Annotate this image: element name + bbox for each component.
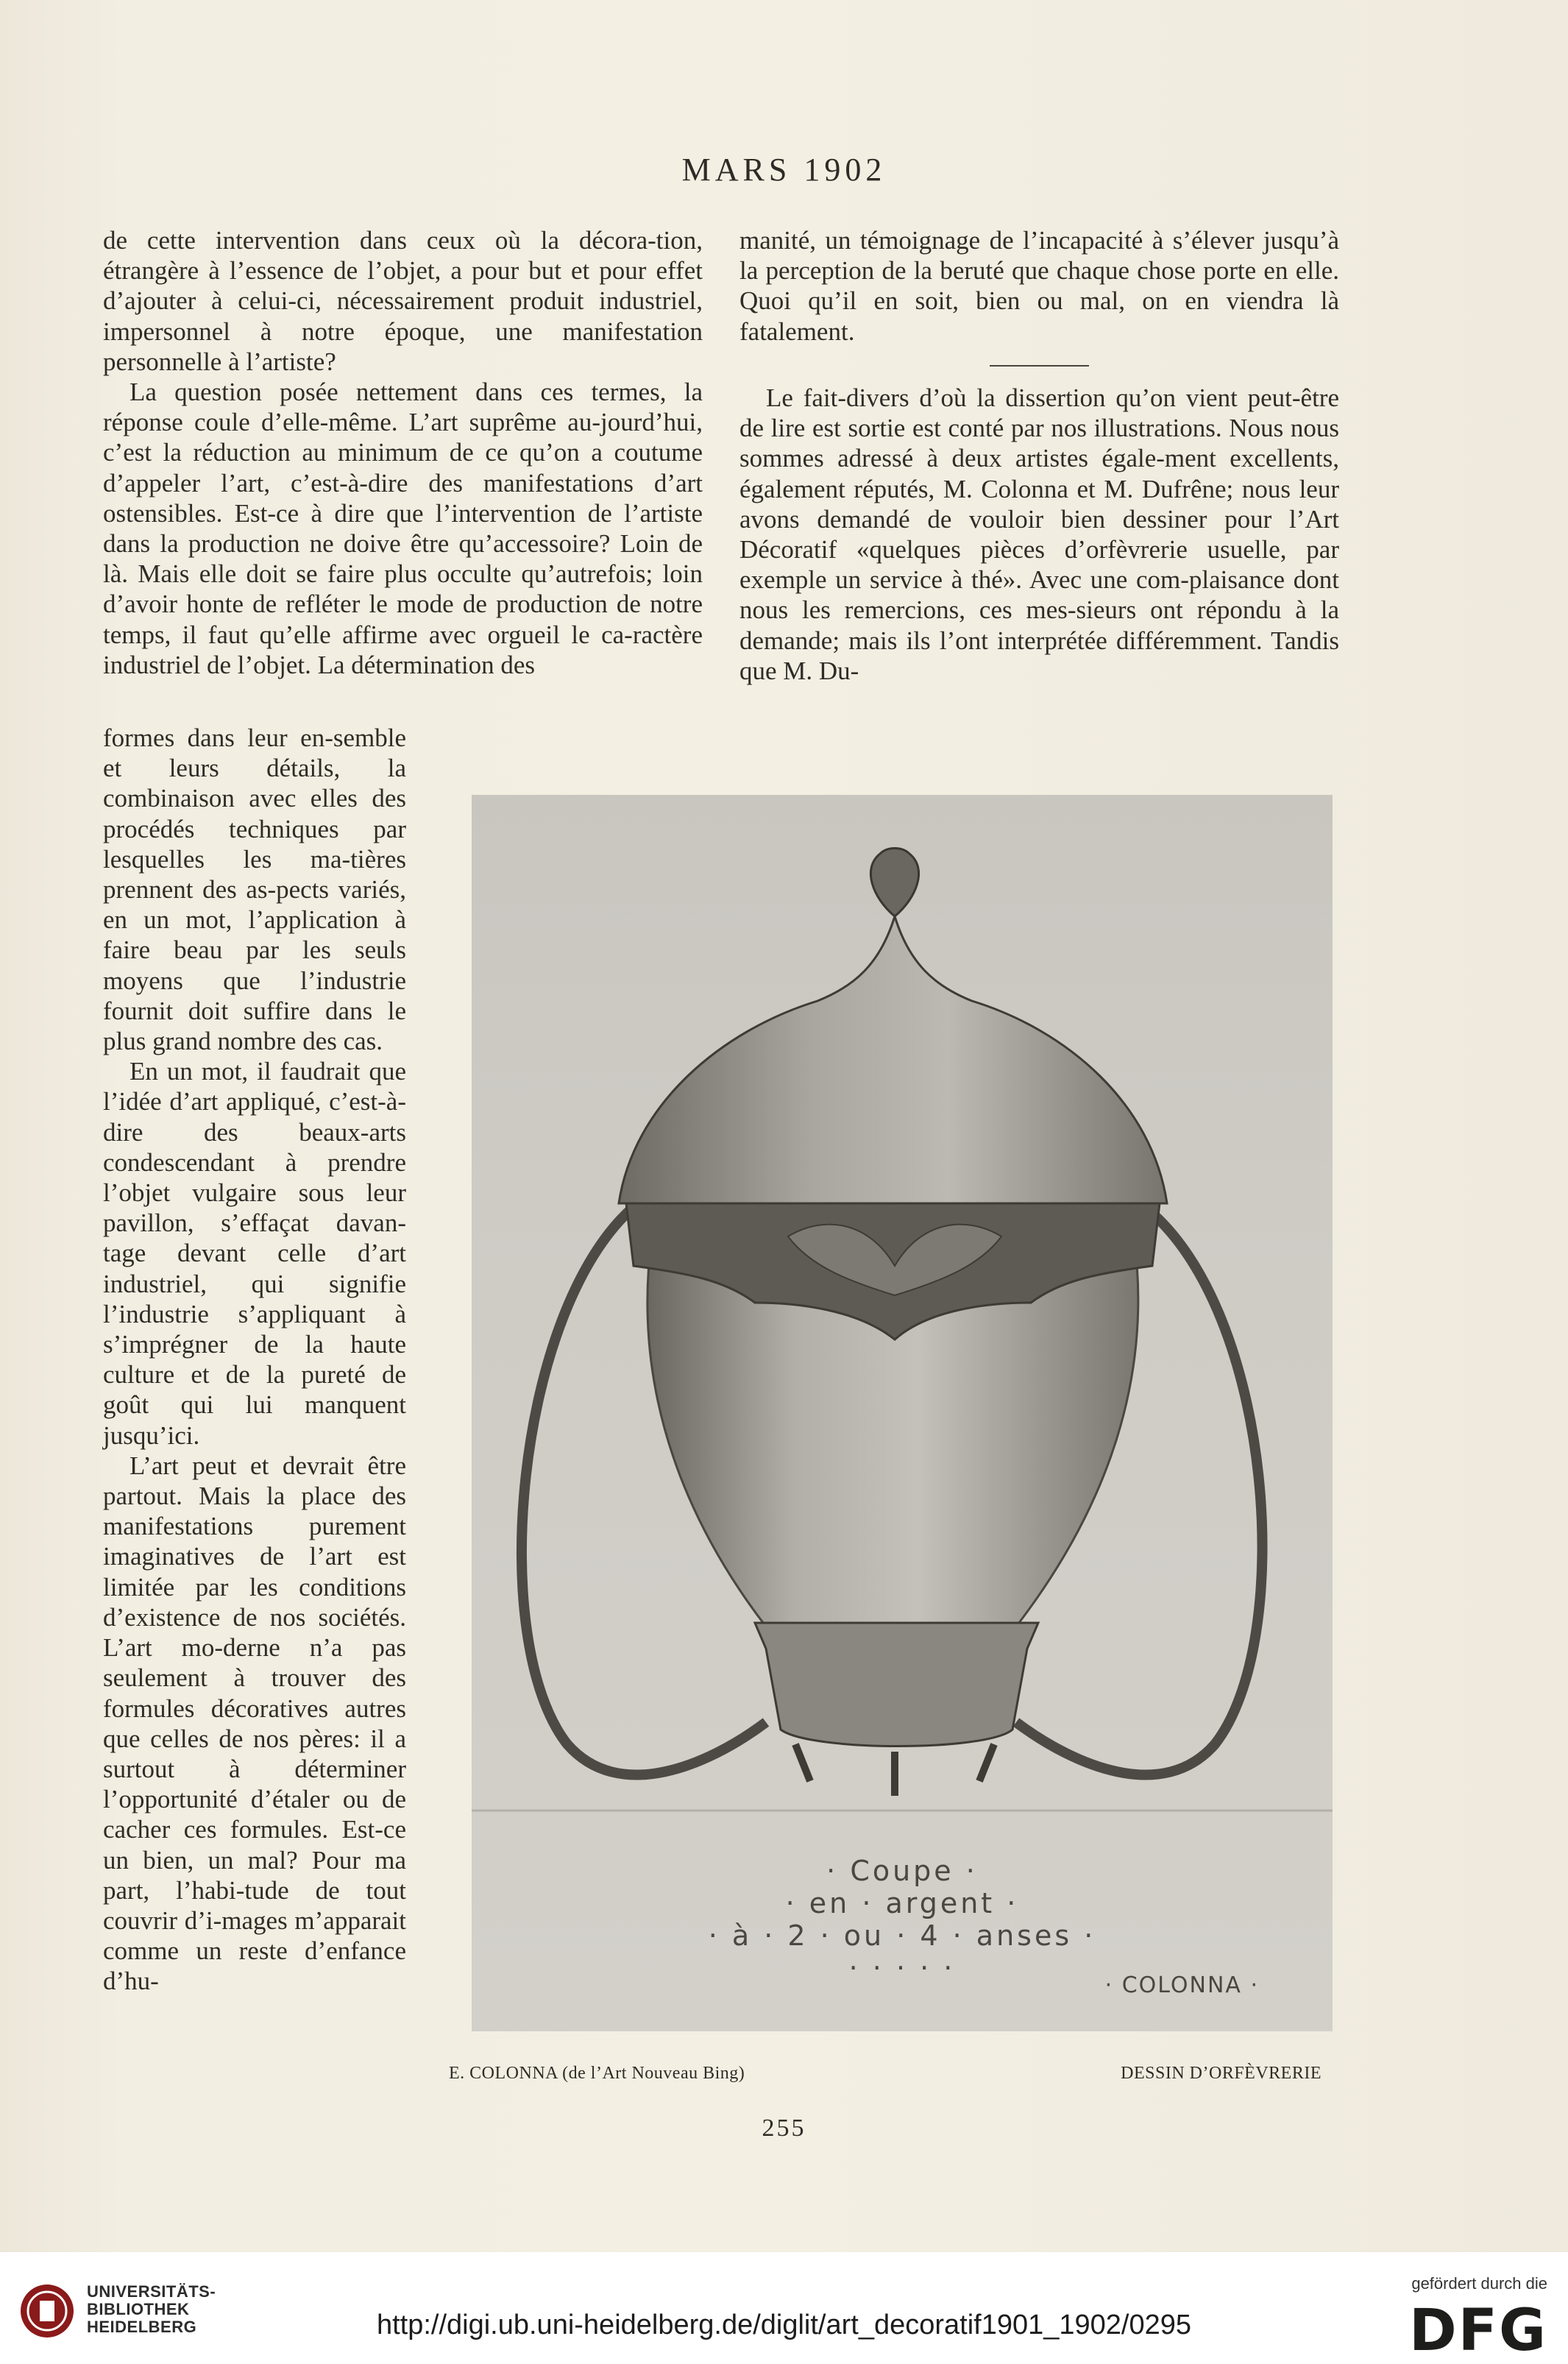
caption-title: DESSIN D’ORFÈVRERIE <box>1121 2064 1322 2083</box>
finial <box>870 849 918 917</box>
paragraph: de cette intervention dans ceux où la décora-tion, étrangère à l’essence de l’objet, a pour but et pour effet d’ajouter à celui-ci, nécessairement produit industriel, impersonnel à notre époque, une manifestation personnelle à l’artiste? <box>103 226 703 376</box>
lid <box>619 916 1167 1203</box>
running-head: MARS 1902 <box>681 152 887 188</box>
digitization-footer <box>0 2252 1568 2364</box>
paragraph: L’art peut et devrait être partout. Mais la place des manifestations purement imaginatives de l’art est limitée par les conditions d’existence de nos sociétés. L’art mo-derne n’a pas seulement à trouver des formules décoratives autres que celles de nos pères: il a surtout à déterminer l’opportunité d’étaler ou de cacher ces formules. Est-ce un bien, un mal? Pour ma part, l’habi-tude de tout couvrir d’i-mages m’apparait comme un reste d’enfance d’hu- <box>103 1451 406 1996</box>
section-divider <box>990 365 1089 367</box>
institution-line: HEIDELBERG <box>87 2318 197 2336</box>
inscription-line: · · · · · <box>848 1952 956 1984</box>
right-column-top <box>739 225 1339 347</box>
artist-signature: · COLONNA · <box>1104 1972 1259 1998</box>
inscription-line: · Coupe · <box>826 1855 978 1887</box>
foot <box>755 1623 1038 1747</box>
paragraph: La question posée nettement dans ces termes, la réponse coule d’elle-même. L’art suprême au-jourd’hui, c’est la réduction au minimum de ce qu’on a coutume d’appeler l’art, c’est-à-dire des manifestations d’art ostensibles. Est-ce à dire que l’intervention de l’artiste dans la production ne doive être qu’accessoire? Loin de là. Mais elle doit se faire plus occulte qu’autrefois; loin d’avoir honte de refléter le mode de production de notre temps, il faut qu’elle affirme avec orgueil le ca-ractère industriel de l’objet. La détermination des <box>103 378 703 679</box>
institution-line: UNIVERSITÄTS- <box>87 2282 216 2301</box>
coupe-drawing <box>472 795 1333 2031</box>
page-number: 255 <box>762 2114 806 2142</box>
inscription <box>472 1855 1333 1984</box>
source-url-link[interactable]: http://digi.ub.uni-heidelberg.de/diglit/art_decoratif1901_1902/0295 <box>376 2310 1192 2340</box>
dfg-logo: DFG <box>1408 2298 1547 2364</box>
paragraph: En un mot, il faudrait que l’idée d’art appliqué, c’est-à-dire des beaux-arts condescendant à prendre l’objet vulgaire sous leur pavillon, s’effaçat davan-tage devant celle d’art industriel, qui signifie l’industrie s’appliquant à s’imprégner de la haute culture et de la pureté de goût qui lui manquent jusqu’ici. <box>103 1057 406 1450</box>
caption-credit: E. COLONNA (de l’Art Nouveau Bing) <box>449 2064 745 2083</box>
feet <box>795 1744 994 1796</box>
illustration-coupe <box>472 795 1333 2031</box>
inscription-line: · en · argent · <box>785 1887 1019 1919</box>
paragraph: manité, un témoignage de l’incapacité à s’élever jusqu’à la perception de la beruté que chaque chose porte en elle. Quoi qu’il en soit, bien ou mal, on en viendra là fatalement. <box>739 226 1339 346</box>
inscription-line: · à · 2 · ou · 4 · anses · <box>708 1919 1096 1952</box>
left-column-narrow <box>103 723 406 1997</box>
right-column-second <box>739 383 1339 686</box>
funding-note: gefördert durch die <box>1411 2274 1547 2293</box>
institution-line: BIBLIOTHEK <box>87 2300 190 2318</box>
paragraph: Le fait-divers d’où la dissertion qu’on vient peut-être de lire est sortie est conté par nos illustrations. Nous nous sommes adressé à deux artistes égale-ment excellents, également réputés, M. Colonna et M. Dufrêne; nous leur avons demandé de vouloir bien dessiner pour l’Art Décoratif «quelques pièces d’orfèvrerie usuelle, par exemple un service à thé». Avec une com-plaisance dont nous les remercions, ces mes-sieurs ont répondu à la demande; mais ils l’ont interprétée différemment. Tandis que M. Du- <box>739 383 1339 685</box>
paragraph: formes dans leur en-semble et leurs détails, la combinaison avec elles des procédés techniques par lesquelles les ma-tières prennent des as-pects variés, en un mot, l’application à faire beau par les seuls moyens que l’industrie fournit doit suffire dans le plus grand nombre des cas. <box>103 723 406 1056</box>
left-column-wide <box>103 225 703 680</box>
